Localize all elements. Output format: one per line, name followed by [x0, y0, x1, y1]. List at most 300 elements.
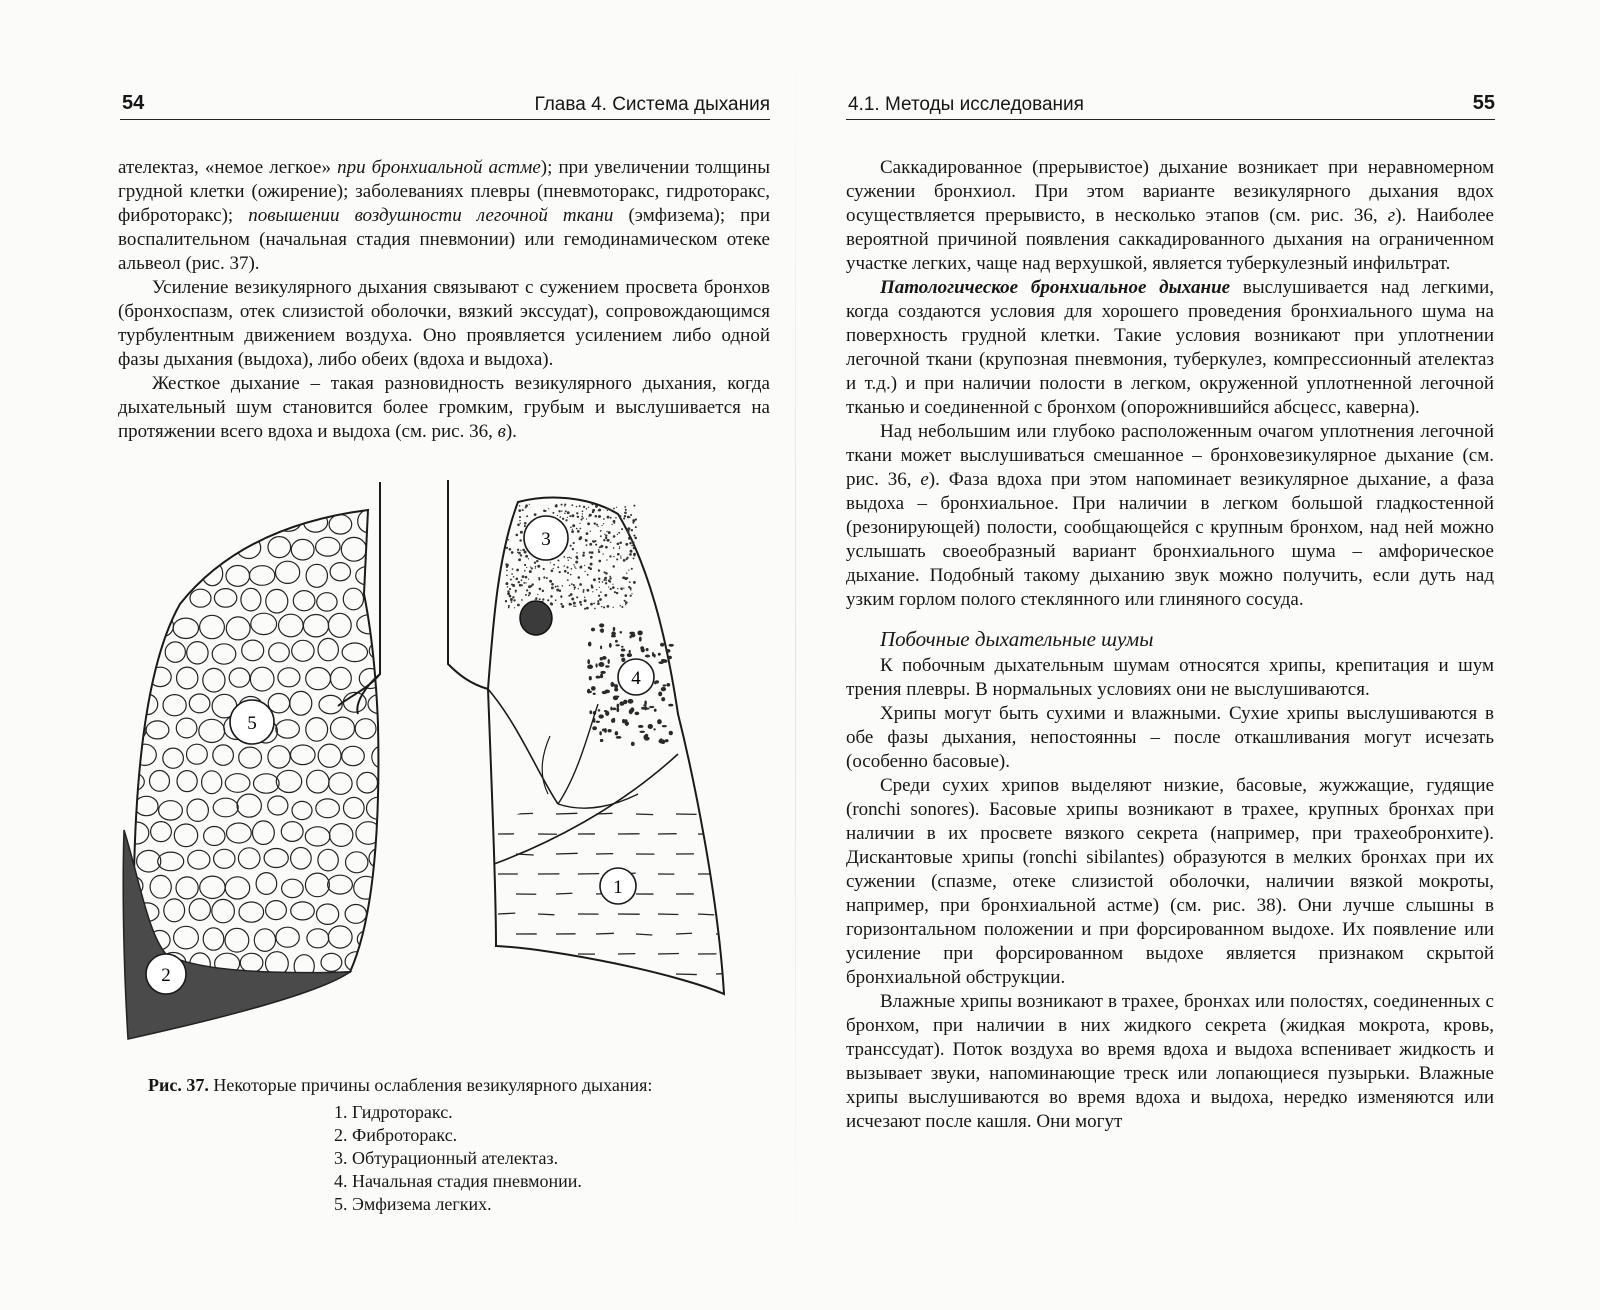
stipple-dot	[561, 510, 562, 511]
alveolus-bubble	[321, 953, 342, 971]
stipple-dot	[525, 594, 527, 596]
pneumonia-spot	[639, 731, 645, 733]
stipple-dot	[530, 566, 531, 567]
stipple-dot	[573, 602, 576, 605]
stipple-dot	[555, 505, 558, 508]
text-run: К побочным дыхательным шумам относятся хрипы, крепитация и шум трения плевры. В нормальных условиях они не выслушиваются.	[846, 655, 1494, 700]
pneumonia-spot	[644, 706, 646, 710]
stipple-dot	[623, 587, 624, 588]
stipple-dot	[624, 594, 627, 597]
stipple-dot	[626, 558, 628, 560]
caption-item: 3. Обтурационный ателектаз.	[334, 1148, 559, 1168]
alveolus-bubble	[268, 796, 288, 815]
stipple-dot	[543, 568, 545, 570]
stipple-dot	[598, 578, 601, 581]
pneumonia-spot	[615, 640, 618, 643]
stipple-dot	[584, 608, 586, 610]
pneumonia-spot	[649, 706, 655, 708]
paragraph	[846, 774, 1494, 990]
alveolus-bubble	[269, 643, 290, 662]
alveolus-bubble	[160, 540, 183, 559]
alveolus-bubble	[187, 799, 208, 821]
alveolus-bubble	[291, 848, 312, 870]
stipple-dot	[585, 539, 586, 540]
stipple-dot	[624, 506, 626, 508]
stipple-dot	[623, 559, 626, 562]
pneumonia-spot	[629, 650, 631, 653]
fluid-dash	[556, 853, 578, 854]
pneumonia-spot	[598, 662, 604, 667]
stipple-dot	[593, 578, 596, 581]
alveolus-bubble	[163, 748, 184, 768]
pneumonia-spot	[607, 729, 611, 732]
alveolus-bubble	[225, 774, 250, 793]
stipple-dot	[633, 535, 635, 537]
stipple-dot	[569, 515, 571, 517]
stipple-dot	[521, 599, 523, 601]
stipple-dot	[618, 532, 620, 534]
stipple-dot	[560, 603, 562, 605]
stipple-dot	[583, 589, 585, 591]
stipple-dot	[589, 543, 592, 546]
pneumonia-spot	[612, 708, 616, 711]
alveolus-bubble	[355, 719, 376, 739]
label-2	[146, 954, 186, 994]
alveolus-bubble	[212, 899, 235, 922]
pneumonia-spot	[620, 631, 623, 634]
fluid-dash	[716, 973, 733, 974]
stipple-dot	[634, 555, 636, 557]
stipple-dot	[526, 567, 527, 568]
pneumonia-spot	[596, 676, 601, 679]
pneumonia-spot	[662, 725, 667, 727]
stipple-dot	[507, 590, 509, 592]
emphasis-text: г	[1387, 205, 1396, 226]
text-run: Хрипы могут быть сухими и влажными. Сухие хрипы выслушиваются в обе фазы дыхания, непостоянны – после откашливания могут исчезать (особенно басовые).	[846, 703, 1494, 772]
alveolus-bubble	[282, 879, 304, 897]
stipple-dot	[571, 530, 574, 533]
stipple-dot	[525, 576, 528, 579]
pneumonia-spot	[602, 691, 607, 694]
stipple-dot	[567, 579, 569, 581]
alveolus-bubble	[227, 823, 252, 843]
alveolus-bubble	[226, 617, 250, 640]
stipple-dot	[586, 607, 589, 610]
right-page-number: 55	[1472, 92, 1495, 114]
stipple-dot	[576, 512, 578, 514]
stipple-dot	[571, 583, 573, 585]
stipple-dot	[571, 504, 573, 506]
stipple-dot	[625, 601, 628, 604]
alveolus-bubble	[120, 670, 145, 688]
pneumonia-spot	[621, 646, 624, 648]
stipple-dot	[550, 595, 553, 598]
alveolus-bubble	[175, 566, 195, 586]
stipple-dot	[589, 514, 592, 517]
stipple-dot	[586, 518, 587, 519]
pneumonia-spot	[621, 658, 625, 663]
stipple-dot	[511, 551, 514, 554]
stipple-dot	[616, 592, 618, 594]
stipple-dot	[590, 531, 591, 532]
stipple-dot	[602, 581, 604, 583]
alveolus-bubble	[225, 928, 249, 952]
stipple-dot	[584, 597, 586, 599]
fluid-dash	[538, 914, 554, 915]
stipple-dot	[613, 535, 616, 538]
stipple-dot	[611, 524, 612, 525]
lung-figure	[118, 474, 770, 1066]
alveolus-bubble	[225, 877, 249, 899]
stipple-dot	[517, 604, 520, 607]
svg-text:2: 2	[161, 965, 171, 986]
stipple-dot	[599, 598, 602, 601]
alveolus-bubble	[146, 721, 169, 739]
stipple-dot	[562, 518, 564, 520]
paragraph	[118, 372, 770, 444]
stipple-dot	[564, 565, 566, 567]
stipple-dot	[590, 603, 593, 606]
stipple-dot	[506, 570, 508, 572]
pneumonia-spot	[661, 687, 666, 691]
alveolus-bubble	[200, 615, 225, 638]
stipple-dot	[591, 551, 594, 554]
stipple-dot	[524, 551, 527, 554]
stipple-dot	[513, 599, 515, 601]
label-5	[230, 700, 274, 744]
stipple-dot	[522, 575, 525, 578]
alveolus-bubble	[292, 640, 314, 661]
stipple-dot	[531, 567, 533, 569]
pneumonia-spot	[591, 686, 596, 691]
stipple-dot	[610, 588, 612, 590]
alveolus-bubble	[190, 589, 211, 607]
pneumonia-spot	[589, 676, 592, 680]
stipple-dot	[573, 542, 575, 544]
stipple-dot	[506, 574, 508, 576]
stipple-dot	[615, 517, 617, 519]
stipple-dot	[583, 506, 585, 508]
pneumonia-spot	[610, 682, 614, 687]
stipple-dot	[519, 539, 521, 541]
stipple-dot	[509, 548, 512, 551]
stipple-dot	[535, 566, 536, 567]
stipple-dot	[567, 572, 569, 574]
stipple-dot	[528, 578, 529, 579]
pneumonia-spot	[640, 646, 644, 650]
stipple-dot	[586, 532, 589, 535]
text-run: ). Фаза вдоха при этом напоминает везикулярное дыхание, а фаза выдоха – бронхиальное. При наличии в легком большой гладкостенной (резонирующей) полости, сообщающейся с крупным бронхом, над ней можно услышать своеобразный вариант бронхиального шума – амфорическое дыхание. Подобный такому дыханию звук можно получить, если дуть над узким горлом полого стеклянного или глиняного сосуда.	[846, 469, 1494, 610]
alveolus-bubble	[343, 588, 363, 610]
alveolus-bubble	[369, 848, 394, 869]
stipple-dot	[635, 526, 637, 528]
alveolus-bubble	[163, 695, 186, 716]
alveolus-bubble	[276, 720, 300, 738]
paragraph	[846, 156, 1494, 276]
caption-text: Некоторые причины ослабления везикулярного дыхания:	[208, 1075, 653, 1095]
pneumonia-spot	[622, 719, 625, 723]
fluid-dash	[698, 834, 717, 835]
stipple-dot	[580, 604, 582, 606]
pneumonia-spot	[600, 646, 602, 650]
stipple-dot	[557, 585, 559, 587]
caption-item: 5. Эмфизема легких.	[334, 1194, 492, 1214]
alveolus-bubble	[254, 929, 275, 952]
alveolus-bubble	[317, 593, 337, 611]
stipple-dot	[624, 515, 626, 517]
stipple-dot	[561, 597, 562, 598]
pneumonia-spot	[654, 709, 657, 712]
pneumonia-spot	[600, 657, 603, 661]
stipple-dot	[628, 529, 630, 531]
alveolus-bubble	[342, 746, 365, 765]
stipple-dot	[512, 596, 514, 598]
stipple-dot	[579, 537, 582, 540]
pneumonia-spot	[600, 673, 603, 678]
alveolus-bubble	[346, 852, 368, 873]
stipple-dot	[612, 586, 615, 589]
stipple-dot	[605, 573, 606, 574]
stipple-dot	[577, 530, 580, 533]
stipple-dot	[607, 516, 610, 519]
stipple-dot	[576, 506, 577, 507]
stipple-dot	[510, 598, 513, 601]
stipple-dot	[565, 510, 567, 512]
stipple-dot	[517, 549, 519, 551]
stipple-dot	[623, 517, 625, 519]
alveolus-bubble	[229, 668, 250, 687]
alveolus-bubble	[242, 640, 264, 661]
alveolus-bubble	[330, 563, 350, 581]
pneumonia-spot	[600, 671, 605, 674]
alveolus-bubble	[159, 801, 183, 820]
stipple-dot	[614, 591, 616, 593]
alveolus-bubble	[341, 537, 366, 561]
stipple-dot	[518, 558, 521, 561]
alveolus-bubble	[124, 614, 145, 637]
stipple-dot	[582, 510, 584, 512]
pneumonia-spot	[598, 709, 601, 711]
stipple-dot	[573, 605, 575, 607]
alveolus-bubble	[150, 510, 170, 533]
stipple-dot	[598, 581, 600, 583]
pneumonia-spot	[617, 704, 620, 708]
stipple-dot	[625, 509, 627, 511]
stipple-dot	[567, 511, 570, 514]
alveolus-bubble	[174, 926, 199, 949]
stipple-dot	[558, 510, 560, 512]
stipple-dot	[601, 606, 603, 608]
stipple-dot	[565, 519, 567, 521]
stipple-dot	[619, 546, 620, 547]
stipple-dot	[519, 516, 521, 518]
stipple-dot	[600, 535, 602, 537]
alveolus-bubble	[281, 822, 303, 842]
fluid-dash	[676, 974, 697, 975]
stipple-dot	[570, 574, 572, 576]
text-run: Влажные хрипы возникают в трахее, бронхах или полостях, соединенных с бронхом, при наличии в них жидкого секрета (жидкая мокрота, кровь, транссудат). Поток воздуха во время вдоха и выдоха вспенивает жидкость и вызывает звуки, напоминающие треск или лопающиеся пузырьки. Влажные хрипы выслушиваются во время вдоха и выдоха, нередко изменяются или исчезают после кашля. Они могут	[846, 991, 1494, 1132]
stipple-dot	[609, 509, 611, 511]
stipple-dot	[631, 539, 633, 541]
text-run: Усиление везикулярного дыхания связывают с сужением просвета бронхов (бронхоспазм, отек слизистой оболочки, вязкий экссудат), сопровождающимся турбулентным движением воздуха. Оно проявляется усилением либо одной фазы дыхания (выдоха), либо обеих (вдоха и выдоха).	[118, 277, 770, 370]
stipple-dot	[574, 566, 576, 568]
stipple-dot	[511, 573, 513, 575]
alveolus-bubble	[266, 901, 287, 920]
stipple-dot	[588, 507, 589, 508]
stipple-dot	[529, 504, 530, 505]
alveolus-bubble	[203, 928, 224, 950]
pneumonia-spot	[665, 739, 669, 742]
stipple-dot	[612, 584, 613, 585]
stipple-dot	[629, 542, 631, 544]
alveolus-bubble	[371, 539, 395, 561]
stipple-dot	[610, 542, 611, 543]
bronchial-obstruction	[520, 601, 552, 635]
stipple-dot	[549, 580, 552, 583]
pneumonia-spot	[635, 712, 640, 716]
alveolus-bubble	[345, 905, 366, 924]
fluid-dash	[676, 933, 692, 934]
stipple-dot	[631, 593, 632, 594]
stipple-dot	[571, 568, 573, 570]
pneumonia-spot	[661, 739, 666, 744]
pneumonia-spot	[646, 648, 649, 651]
label-3	[524, 516, 568, 560]
pneumonia-spot	[638, 725, 643, 728]
alveolus-bubble	[227, 510, 250, 531]
stipple-dot	[505, 547, 507, 549]
pneumonia-spot	[631, 633, 636, 637]
stipple-dot	[578, 588, 579, 589]
stipple-dot	[603, 579, 605, 581]
figure-caption	[148, 1074, 768, 1216]
stipple-dot	[574, 586, 576, 588]
stipple-dot	[617, 588, 618, 589]
alveolus-bubble	[213, 745, 234, 765]
alveolus-bubble	[307, 770, 329, 793]
stipple-dot	[554, 564, 555, 565]
caption-label: Рис. 37.	[148, 1075, 209, 1095]
stipple-dot	[617, 534, 618, 535]
stipple-dot	[632, 541, 635, 544]
stipple-dot	[510, 579, 512, 581]
stipple-dot	[543, 576, 545, 578]
stipple-dot	[617, 553, 620, 556]
pneumonia-spot	[668, 656, 672, 659]
stipple-dot	[519, 520, 520, 521]
emphasis-text: повышении воздушности легочной ткани	[248, 205, 614, 226]
alveolus-bubble	[328, 926, 352, 948]
pneumonia-spot	[600, 739, 603, 742]
bronchial-branch-2	[558, 704, 598, 804]
alveolus-bubble	[305, 873, 329, 897]
stipple-dot	[606, 539, 608, 541]
stipple-dot	[625, 604, 626, 605]
pneumonia-spot	[614, 696, 619, 698]
stipple-dot	[515, 591, 516, 592]
caption-item: 4. Начальная стадия пневмонии.	[334, 1171, 582, 1191]
alveolus-bubble	[357, 772, 378, 793]
alveolus-bubble	[328, 875, 353, 894]
alveolus-bubble	[290, 691, 312, 715]
alveolus-bubble	[317, 904, 339, 924]
alveolus-bubble	[256, 873, 277, 895]
stipple-dot	[605, 546, 608, 549]
stipple-dot	[575, 556, 578, 559]
pneumonia-spot	[653, 728, 655, 730]
stipple-dot	[598, 551, 600, 553]
stipple-dot	[619, 548, 620, 549]
stipple-dot	[575, 568, 576, 569]
right-page	[800, 0, 1600, 1310]
stipple-dot	[555, 586, 557, 588]
pneumonia-spot	[596, 663, 598, 667]
alveolus-bubble	[307, 929, 329, 948]
alveolus-bubble	[268, 746, 290, 768]
text-run: Среди сухих хрипов выделяют низкие, басовые, жужжащие, гудящие (ronchi sonores). Басовые хрипы возникают в трахее, крупных бронхах при наличии в их просвете вязкого секрета (например, при трахеобронхите). Дискантовые хрипы (ronchi sibilantes) образуются в мелких бронхах при их сужении (спазме, отеке слизистой оболочки, наличии вязкой мокроты, например, при бронхиальной астме) (см. рис. 38). Они лучше слышны в горизонтальном положении и при форсированном выдохе. Их появление или усиление при форсированном выдохе является признаком скрытой бронхиальной обструкции.	[846, 775, 1494, 988]
stipple-dot	[621, 606, 623, 608]
paragraph	[118, 156, 770, 276]
pneumonia-spot	[621, 649, 626, 652]
alveolus-bubble	[176, 510, 198, 533]
left-page-number: 54	[122, 92, 145, 114]
alveolus-bubble	[239, 747, 262, 768]
stipple-dot	[599, 587, 600, 588]
stipple-dot	[610, 556, 611, 557]
alveolus-bubble	[135, 796, 158, 815]
stipple-dot	[634, 537, 637, 540]
stipple-dot	[525, 582, 526, 583]
stipple-dot	[607, 605, 610, 608]
alveolus-bubble	[373, 955, 394, 975]
left-text-block	[118, 156, 770, 444]
alveolus-bubble	[239, 902, 264, 922]
alveolus-bubble	[250, 508, 276, 532]
alveolus-bubble	[237, 794, 261, 817]
stipple-dot	[524, 570, 526, 572]
stipple-dot	[588, 567, 590, 569]
stipple-dot	[551, 586, 554, 589]
pneumonia-spot	[657, 719, 662, 724]
pneumonia-spot	[631, 742, 635, 746]
alveolus-bubble	[214, 849, 235, 868]
atelectasis-stipple	[505, 503, 637, 610]
stipple-dot	[508, 607, 510, 609]
pneumonia-spot	[616, 707, 619, 712]
fluid-dash	[716, 894, 733, 895]
stipple-dot	[524, 525, 526, 527]
stipple-dot	[582, 513, 583, 514]
stipple-dot	[537, 565, 540, 568]
stipple-dot	[534, 599, 535, 600]
fluid-dash	[596, 933, 614, 934]
alveolus-bubble	[150, 875, 171, 898]
stipple-dot	[576, 552, 578, 554]
stipple-dot	[562, 585, 564, 587]
stipple-dot	[520, 523, 521, 524]
paragraph	[846, 990, 1494, 1134]
alveolus-bubble	[150, 771, 170, 792]
stipple-dot	[578, 576, 581, 579]
text-run: ателектаз, «немое легкое»	[118, 157, 338, 178]
stipple-dot	[626, 573, 627, 574]
stipple-dot	[521, 584, 523, 586]
alveolus-bubble	[213, 798, 238, 817]
alveolus-bubble	[254, 774, 280, 793]
stipple-dot	[516, 569, 519, 572]
alveolus-bubble	[212, 644, 236, 664]
stipple-dot	[586, 589, 589, 592]
